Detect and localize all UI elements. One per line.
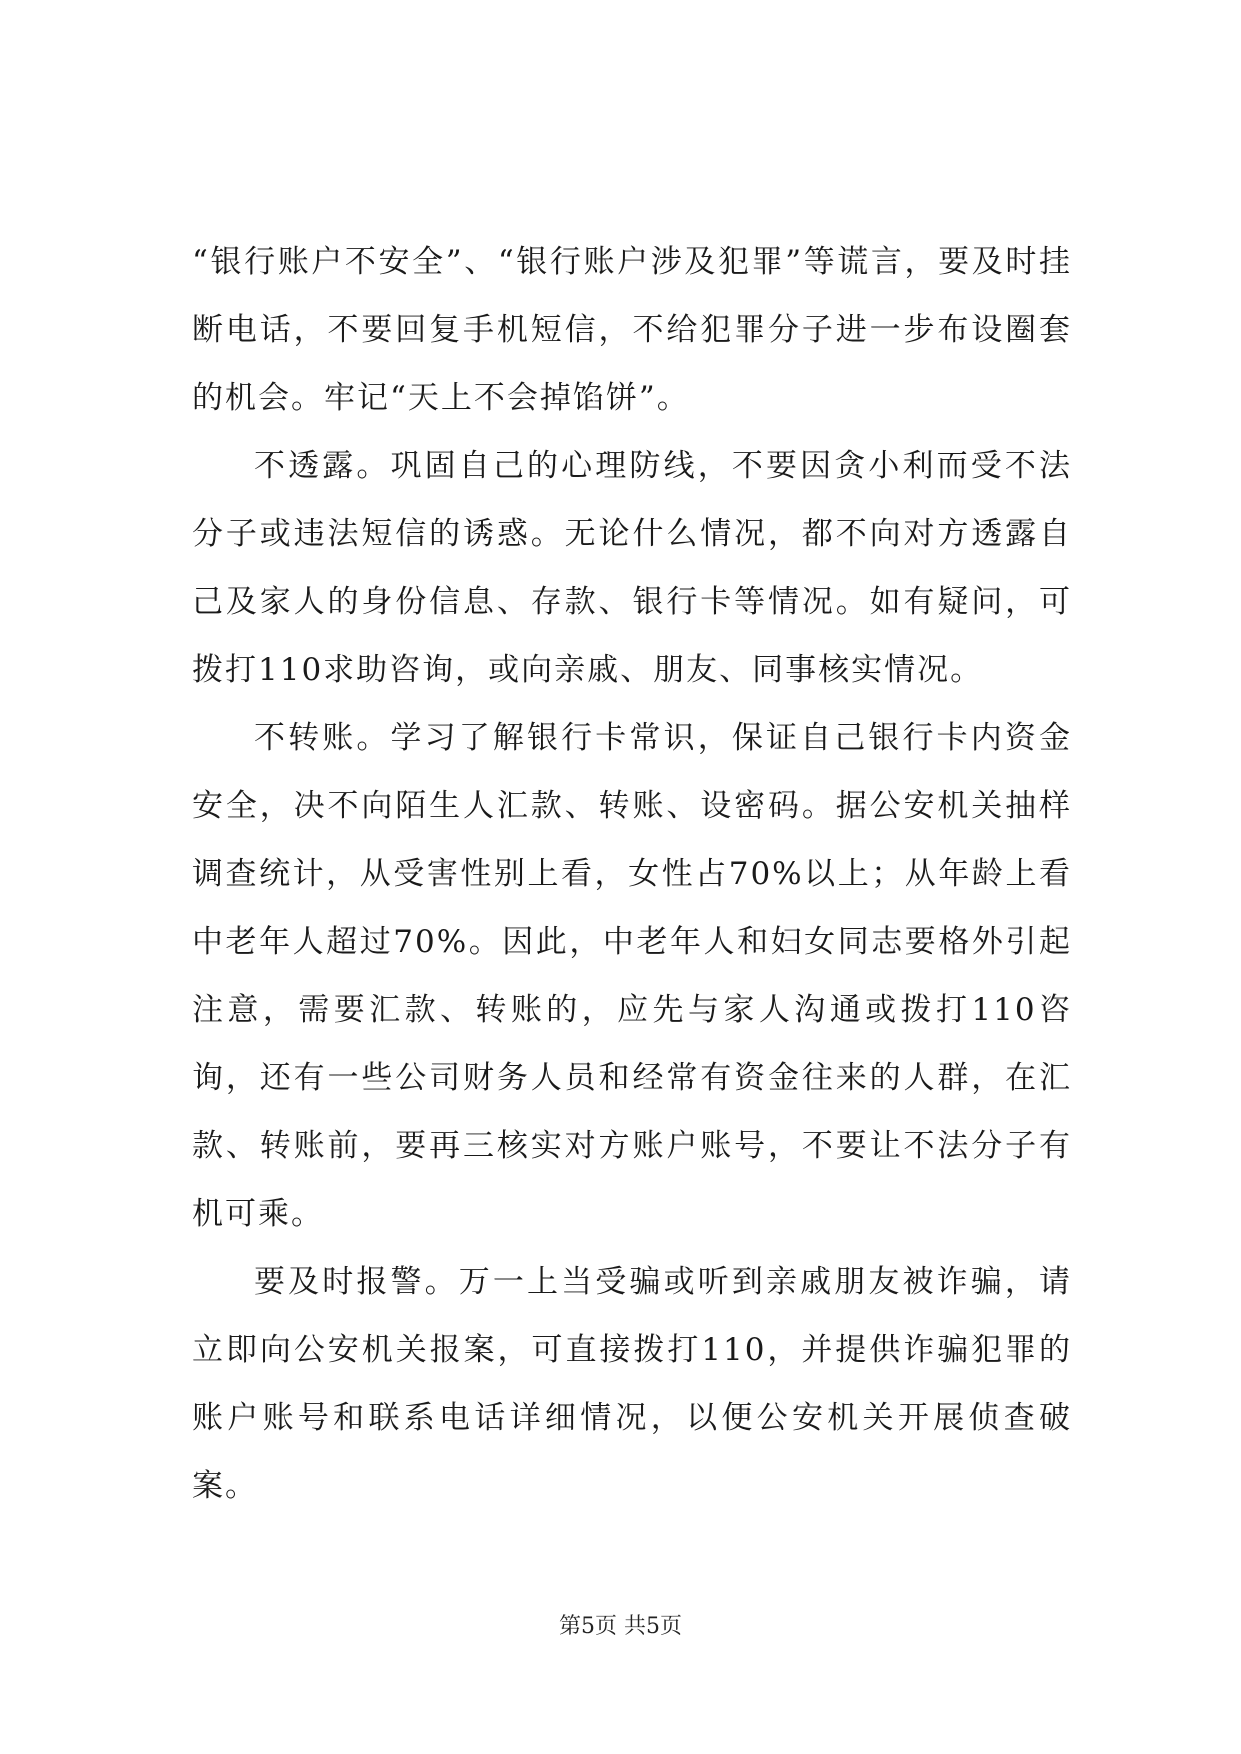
paragraph-continuation: “银行账户不安全”、“银行账户涉及犯罪”等谎言，要及时挂断电话，不要回复手机短信，不给犯罪分子进一步布设圈套的机会。牢记“天上不会掉馅饼”。 [192, 244, 1072, 416]
document-body [192, 228, 1072, 1520]
paragraph-report-police: 要及时报警。万一上当受骗或听到亲戚朋友被诈骗，请立即向公安机关报案，可直接拨打110，并提供诈骗犯罪的账户账号和联系电话详细情况，以便公安机关开展侦查破案。 [192, 1264, 1072, 1504]
paragraph-no-transfer: 不转账。学习了解银行卡常识，保证自己银行卡内资金安全，决不向陌生人汇款、转账、设密码。据公安机关抽样调查统计，从受害性别上看，女性占70%以上；从年龄上看中老年人超过70%。因此，中老年人和妇女同志要格外引起注意，需要汇款、转账的，应先与家人沟通或拨打110咨询，还有一些公司财务人员和经常有资金往来的人群，在汇款、转账前，要再三核实对方账户账号，不要让不法分子有机可乘。 [192, 720, 1072, 1232]
page-number-footer: 第5页 共5页 [559, 1614, 682, 1639]
paragraph-no-disclosure: 不透露。巩固自己的心理防线，不要因贪小利而受不法分子或违法短信的诱惑。无论什么情况，都不向对方透露自己及家人的身份信息、存款、银行卡等情况。如有疑问，可拨打110求助咨询，或向亲戚、朋友、同事核实情况。 [192, 448, 1072, 688]
